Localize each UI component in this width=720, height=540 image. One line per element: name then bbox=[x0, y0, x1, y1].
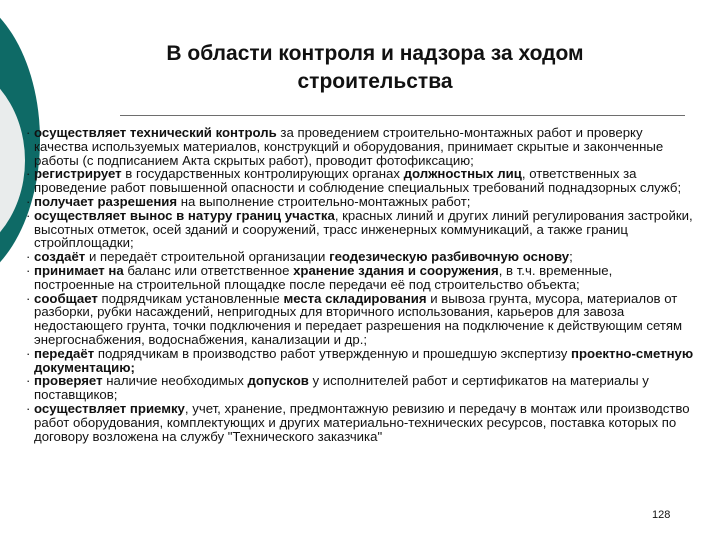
text-run: в государственных контролирующих органах bbox=[121, 166, 404, 182]
bold-text-run: допусков bbox=[247, 373, 309, 389]
list-item bbox=[24, 209, 696, 250]
text-run: , ответственных за проведение работ повышенной опасности и соблюдение специальных требований поднадзорных служб; bbox=[34, 166, 682, 196]
text-run: , в т.ч. временные, построенные на строительной площадке после передачи её под строительство объекта; bbox=[34, 262, 613, 292]
text-run: , красных линий и других линий регулирования застройки, высотных отметок, осей зданий и сооружений, трасс инженерных коммуникаций, а также границ стройплощадки; bbox=[34, 207, 693, 251]
text-run: и вывоза грунта, мусора, материалов от разборки, рубки насаждений, непригодных для вторичного использования, карьеров для завоза недостающего грунта, точки подключения и передает разрешения на подключение к действующим сетям энергоснабжения, водоснабжения, канализации и др.; bbox=[34, 290, 683, 347]
list-item bbox=[24, 250, 696, 264]
bold-text-run: хранение здания и сооружения bbox=[293, 262, 499, 278]
page-number: 128 bbox=[652, 509, 671, 521]
text-run: у исполнителей работ и сертификатов на материалы у поставщиков; bbox=[34, 373, 649, 403]
bold-text-run: места складирования bbox=[283, 290, 427, 306]
list-item bbox=[24, 126, 696, 167]
text-run: на выполнение строительно-монтажных работ; bbox=[177, 193, 471, 209]
bold-text-run: должностных лиц bbox=[403, 166, 522, 182]
bold-text-run: сообщает bbox=[34, 290, 98, 306]
text-run: баланс или ответственное bbox=[123, 262, 294, 278]
bold-text-run: осуществляет приемку bbox=[34, 400, 185, 416]
bold-text-run: принимает на bbox=[34, 262, 124, 278]
list-item bbox=[24, 195, 696, 209]
text-run: , учет, хранение, предмонтажную ревизию и передачу в монтаж или производство работ оборудования, комплектующих и других материально-технических ресурсов, поставка которых по договору возложена на службу "Технического заказчика" bbox=[34, 400, 690, 444]
bold-text-run: геодезическую разбивочную основу bbox=[329, 249, 570, 265]
text-run: ; bbox=[569, 249, 573, 265]
list-item bbox=[24, 292, 696, 347]
text-run: подрядчикам в производство работ утвержденную и прошедшую экспертизу bbox=[94, 345, 571, 361]
bold-text-run: проверяет bbox=[34, 373, 103, 389]
slide-title: В области контроля и надзора за ходом строительства bbox=[166, 42, 584, 93]
text-run: и передаёт строительной организации bbox=[85, 249, 330, 265]
bold-text-run: регистрирует bbox=[34, 166, 122, 182]
list-item bbox=[24, 264, 696, 292]
text-run: наличие необходимых bbox=[102, 373, 248, 389]
bullet-list bbox=[24, 126, 696, 443]
list-item bbox=[24, 347, 696, 375]
bold-text-run: осуществляет технический контроль bbox=[34, 125, 277, 140]
bold-text-run: создаёт bbox=[34, 249, 86, 265]
bold-text-run: проектно-сметную документацию; bbox=[34, 345, 694, 375]
text-run: подрядчикам установленные bbox=[97, 290, 284, 306]
list-item bbox=[24, 167, 696, 195]
list-item bbox=[24, 374, 696, 402]
bold-text-run: получает разрешения bbox=[34, 193, 178, 209]
text-run: за проведением строительно-монтажных работ и проверку качества используемых материалов, конструкций и оборудования, принимает скрытые и законченные работы (с подписанием Акта скрытых работ), проводит фотофиксацию; bbox=[34, 125, 664, 168]
list-item bbox=[24, 402, 696, 443]
bold-text-run: осуществляет вынос в натуру границ участка bbox=[34, 207, 335, 223]
title-divider bbox=[120, 115, 685, 116]
bold-text-run: передаёт bbox=[34, 345, 95, 361]
